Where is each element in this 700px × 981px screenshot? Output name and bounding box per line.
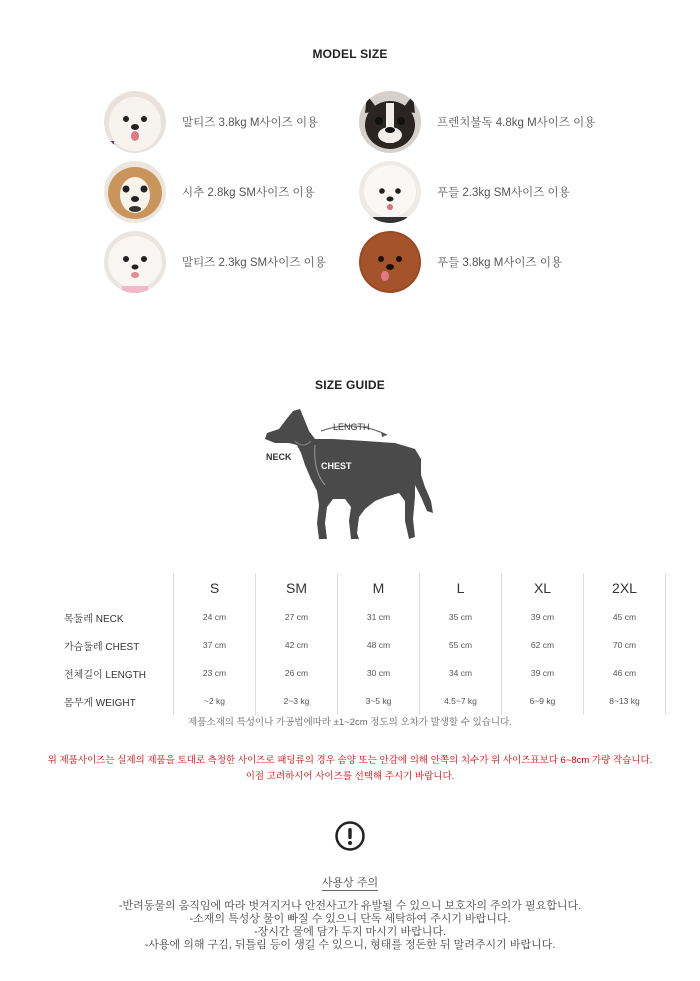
table-cell: 8~13 kg [584,687,666,715]
row-label: 몸무게 WEIGHT [64,697,136,709]
table-cell: 31 cm [338,603,420,631]
table-row [55,659,666,687]
model-item [359,231,619,293]
size-header-row [55,573,666,603]
table-cell: 70 cm [584,631,666,659]
caution-title: 사용상 주의 [321,877,379,889]
model-item [104,231,344,293]
table-cell: ~2 kg [174,687,256,715]
table-cell: 55 cm [420,631,502,659]
size-column-header: XL [502,573,584,603]
table-cell: 46 cm [584,659,666,687]
model-label: 말티즈 3.8kg M사이즈 이용 [182,117,319,129]
chest-label: CHEST [321,461,352,471]
model-label: 푸들 2.3kg SM사이즈 이용 [437,187,570,199]
size-column-header: M [338,573,420,603]
size-column-header: L [420,573,502,603]
white-poodle-photo [359,161,421,223]
table-cell: 6~9 kg [502,687,584,715]
model-label: 말티즈 2.3kg SM사이즈 이용 [182,257,326,269]
size-column-header: SM [256,573,338,603]
table-cell: 2~3 kg [256,687,338,715]
caution-line: -사용에 의해 구김, 뒤틀림 등이 생길 수 있으니, 형태를 정돈한 뒤 말려주시기 바랍니다. [144,939,556,951]
size-guide-heading: SIZE GUIDE [314,378,385,392]
table-row [55,631,666,659]
model-label: 푸들 3.8kg M사이즈 이용 [437,257,563,269]
table-cell: 45 cm [584,603,666,631]
model-label: 프렌치불독 4.8kg M사이즈 이용 [437,117,596,129]
brown-poodle-photo [359,231,421,293]
table-cell: 34 cm [420,659,502,687]
length-label: LENGTH [333,422,370,432]
table-cell: 3~5 kg [338,687,420,715]
table-cell: 27 cm [256,603,338,631]
table-cell: 23 cm [174,659,256,687]
table-cell: 35 cm [420,603,502,631]
row-label: 목둘레 NECK [64,613,124,625]
french-bulldog-photo [359,91,421,153]
shih-tzu-photo [104,161,166,223]
size-table [55,573,666,715]
model-item [359,161,619,223]
table-cell: 39 cm [502,659,584,687]
row-label: 가슴둘레 CHEST [64,641,140,653]
table-cell: 42 cm [256,631,338,659]
neck-label: NECK [266,452,292,462]
table-row [55,687,666,715]
caution-line: -장시간 물에 담가 두지 마시기 바랍니다. [253,926,446,938]
model-label: 시추 2.8kg SM사이즈 이용 [182,187,315,199]
caution-line: -반려동물의 움직임에 따라 벗겨지거나 안전사고가 유발될 수 있으니 보호자의 주의가 필요합니다. [118,900,582,912]
measurement-note: 제품소재의 특성이나 가공법에따라 ±1~2cm 정도의 오차가 발생할 수 있습니다. [188,717,512,728]
exclamation-circle-icon [334,820,366,852]
table-cell: 4.5~7 kg [420,687,502,715]
table-cell: 26 cm [256,659,338,687]
dog-measurement-diagram [255,405,445,545]
warning-line-2: 이점 고려하시어 사이즈를 선택해 주시기 바랍니다. [245,771,455,782]
size-column-header: S [174,573,256,603]
table-cell: 24 cm [174,603,256,631]
model-item [359,91,619,153]
model-item [104,161,344,223]
maltese-photo [104,91,166,153]
maltese-photo [104,231,166,293]
table-cell: 39 cm [502,603,584,631]
model-item [104,91,344,153]
table-cell: 62 cm [502,631,584,659]
table-cell: 30 cm [338,659,420,687]
size-column-header: 2XL [584,573,666,603]
table-cell: 37 cm [174,631,256,659]
table-cell: 48 cm [338,631,420,659]
row-label: 전체길이 LENGTH [64,669,146,681]
model-size-heading: MODEL SIZE [312,47,388,61]
caution-line: -소재의 특성상 물이 빠질 수 있으니 단독 세탁하여 주시기 바랍니다. [189,913,511,925]
table-row [55,603,666,631]
warning-line-1: 위 제품사이즈는 실제의 제품을 토대로 측정한 사이즈로 패딩류의 경우 솜양 또는 안감에 의해 안쪽의 치수가 위 사이즈표보다 6~8cm 가량 작습니다. [47,755,653,766]
